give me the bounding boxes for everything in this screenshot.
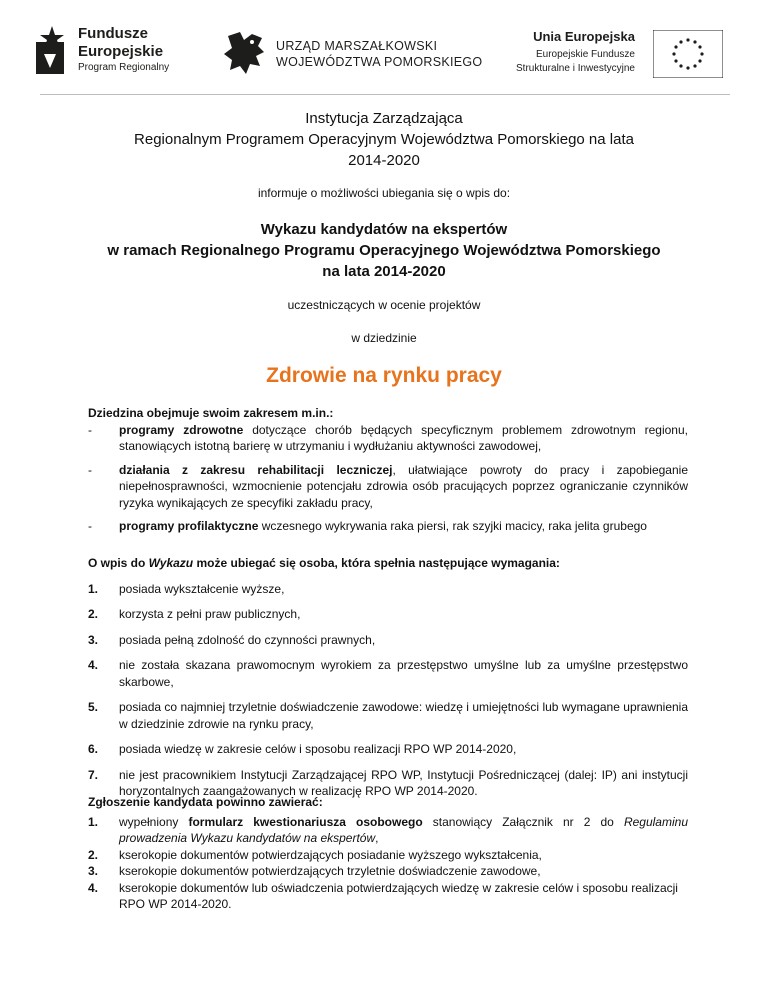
list-item xyxy=(88,847,688,864)
item-text: posiada co najmniej trzyletnie doświadczenie zawodowe: wiedzę i umiejętności lub wymagane uprawnienia w dziedzinie zdrowie na rynku pracy, xyxy=(119,700,688,731)
item-text: posiada wykształcenie wyższe, xyxy=(119,581,285,596)
wykaz-line1: Wykazu kandydatów na ekspertów xyxy=(260,221,508,238)
list-number: 5. xyxy=(88,700,99,714)
scope-heading: Dziedzina obejmuje swoim zakresem m.in.: xyxy=(88,406,334,420)
list-number: 7. xyxy=(88,767,99,782)
list-item xyxy=(88,462,688,512)
list-marker: - xyxy=(88,519,92,533)
item-bold: działania z zakresu rehabilitacji leczniczej xyxy=(119,462,393,477)
ue-logo-line2: Europejskie Fundusze xyxy=(536,49,635,60)
list-number: 1. xyxy=(88,581,99,596)
field-name-heading: Zdrowie na rynku pracy xyxy=(266,364,502,387)
ue-logo-line3: Strukturalne i Inwestycyjne xyxy=(516,63,635,74)
item-pre: wypełniony xyxy=(119,814,189,829)
item-bold: formularz kwestionariusza osobowego xyxy=(188,814,423,829)
participating-line: uczestniczących w ocenie projektów xyxy=(287,298,481,312)
item-post: , xyxy=(375,831,379,845)
requirements-heading xyxy=(88,555,688,572)
heading-italic: Wykazu xyxy=(148,556,194,570)
list-number: 1. xyxy=(88,814,99,829)
list-item xyxy=(88,814,688,847)
item-text: nie została skazana prawomocnym wyrokiem za przestępstwo umyślne lub za umyślne przestępstwo skarbowe, xyxy=(119,658,688,689)
item-mid: stanowiący Załącznik nr 2 do xyxy=(422,814,624,829)
heading-post: może ubiegać się osoba, która spełnia następujące wymagania: xyxy=(193,556,560,570)
list-item xyxy=(88,880,688,913)
application-section xyxy=(88,794,688,913)
fe-star-icon xyxy=(32,24,70,76)
wykaz-line3: na lata 2014-2020 xyxy=(322,263,446,280)
item-bold: programy profilaktyczne xyxy=(119,519,259,533)
list-item xyxy=(88,699,688,732)
application-heading: Zgłoszenie kandydata powinno zawierać: xyxy=(88,795,323,809)
item-text: posiada pełną zdolność do czynności prawnych, xyxy=(119,632,376,647)
list-number: 4. xyxy=(88,880,99,895)
ue-logo-line1: Unia Europejska xyxy=(533,29,635,44)
list-number: 3. xyxy=(88,864,99,878)
institution-title xyxy=(0,108,768,171)
inform-line: informuje o możliwości ubiegania się o wpis do: xyxy=(257,186,511,200)
header-divider xyxy=(40,94,730,95)
institution-line3: 2014-2020 xyxy=(348,152,420,169)
item-bold: programy zdrowotne xyxy=(119,422,244,437)
list-item xyxy=(88,741,688,758)
item-text: wczesnego wykrywania raka piersi, rak szyjki macicy, raka jelita grubego xyxy=(258,519,647,533)
fe-logo-line3: Program Regionalny xyxy=(78,62,170,73)
list-number: 2. xyxy=(88,607,99,621)
list-item xyxy=(88,606,688,623)
requirements-section xyxy=(88,555,688,800)
list-number: 4. xyxy=(88,658,99,672)
list-marker: - xyxy=(88,422,92,437)
item-text: dotyczące chorób będących specyficznym problemem zdrowotnym regionu, stanowiących istotną barierę w utrzymaniu i wydłużaniu aktywności zawodowej, xyxy=(119,422,688,453)
fe-logo-line1: Fundusze xyxy=(78,25,148,42)
item-text: korzysta z pełni praw publicznych, xyxy=(119,607,301,621)
um-logo-line1: URZĄD MARSZAŁKOWSKI xyxy=(276,39,438,53)
institution-line2: Regionalnym Programem Operacyjnym Województwa Pomorskiego na lata xyxy=(134,131,634,148)
item-text: nie jest pracownikiem Instytucji Zarządzającej RPO WP, Instytucji Pośredniczącej (dalej: IP) ani instytucji horyzontalnych zaangażowanych w realizację RPO WP 2014-2020. xyxy=(119,767,688,798)
list-item xyxy=(88,657,688,690)
in-field-line: w dziedzinie xyxy=(351,331,417,345)
item-text: kserokopie dokumentów potwierdzających posiadanie wyższego wykształcenia, xyxy=(119,847,542,862)
list-item xyxy=(88,518,688,535)
list-item xyxy=(88,863,688,880)
institution-line1: Instytucja Zarządzająca xyxy=(305,110,463,127)
item-text: posiada wiedzę w zakresie celów i sposobu realizacji RPO WP 2014-2020, xyxy=(119,742,517,756)
heading-pre: O wpis do xyxy=(88,556,149,570)
list-number: 6. xyxy=(88,742,99,756)
unia-europejska-logo xyxy=(516,30,723,78)
list-number: 2. xyxy=(88,847,99,862)
list-number: 3. xyxy=(88,632,99,647)
eu-flag-icon xyxy=(653,30,723,78)
list-item xyxy=(88,581,688,598)
list-item xyxy=(88,632,688,649)
logo-header xyxy=(0,0,768,96)
fundusze-europejskie-logo xyxy=(32,24,169,76)
wykaz-title xyxy=(0,219,768,282)
item-text: kserokopie dokumentów potwierdzających trzyletnie doświadczenie zawodowe, xyxy=(119,864,541,878)
wykaz-line2: w ramach Regionalnego Programu Operacyjnego Województwa Pomorskiego xyxy=(107,242,661,259)
item-text: kserokopie dokumentów lub oświadczenia potwierdzających wiedzę w zakresie celów i sposobu realizacji RPO WP 2014-2020. xyxy=(119,880,678,911)
urzad-marszalkowski-logo xyxy=(222,30,482,78)
item-italic: Regulaminu prowadzenia Wykazu kandydatów na ekspertów xyxy=(119,814,688,845)
list-item xyxy=(88,422,688,455)
um-logo-line2: WOJEWÓDZTWA POMORSKIEGO xyxy=(276,55,483,69)
griffin-crest-icon xyxy=(222,30,268,78)
fe-logo-line2: Europejskie xyxy=(78,43,164,60)
item-text: , ułatwiające powroty do pracy i zapobieganie niepełnosprawności, wzmocnienie potencjału zdrowia osób pracujących poprzez ograniczanie czynników ryzyka wynikających ze specyfiki zakładu pracy, xyxy=(119,462,688,510)
list-marker: - xyxy=(88,462,92,477)
scope-section xyxy=(88,405,688,542)
